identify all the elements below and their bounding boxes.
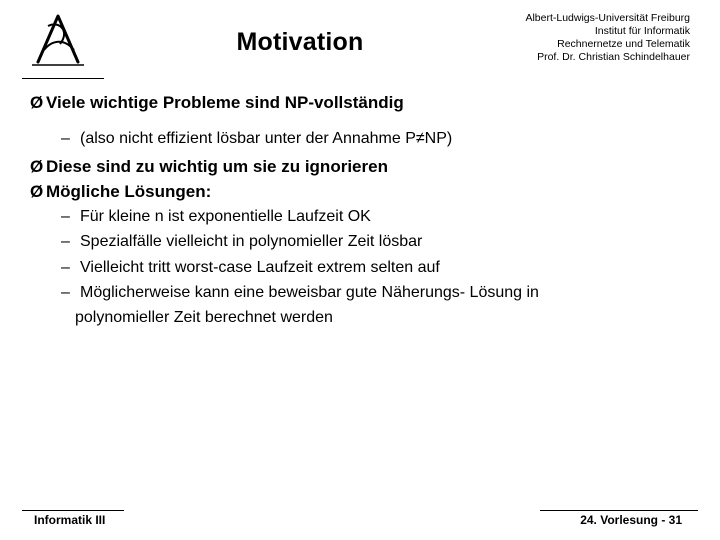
- institution-block: [430, 12, 690, 64]
- bullet-arrow-icon: Ø: [30, 93, 44, 112]
- sub-text: Für kleine n ist exponentielle Laufzeit OK: [80, 208, 371, 225]
- bullet-item: [30, 93, 404, 113]
- sub-text: Vielleicht tritt worst-case Laufzeit extrem selten auf: [80, 259, 440, 276]
- footer-left-divider: [22, 510, 124, 511]
- institution-line: Rechnernetze und Telematik: [557, 38, 690, 50]
- bullet-item: [30, 182, 211, 202]
- sub-item: [61, 233, 422, 251]
- bullet-text: Mögliche Lösungen:: [46, 182, 212, 201]
- sub-text: Möglicherweise kann eine beweisbar gute Näherungs- Lösung in: [80, 284, 539, 301]
- bullet-arrow-icon: Ø: [30, 157, 44, 176]
- footer-course: Informatik III: [34, 513, 106, 527]
- dash-marker: –: [61, 233, 70, 250]
- slide-title: Motivation: [236, 28, 364, 56]
- sub-item-continuation: [75, 309, 333, 327]
- header-divider: [22, 78, 104, 79]
- institution-line: Albert-Ludwigs-Universität Freiburg: [525, 12, 690, 24]
- dash-marker: –: [61, 130, 70, 147]
- sub-item: [61, 130, 452, 148]
- dash-marker: –: [61, 284, 70, 301]
- bullet-item: [30, 157, 388, 177]
- sub-text: polynomieller Zeit berechnet werden: [75, 309, 333, 326]
- footer-lecture-page: 24. Vorlesung - 31: [580, 513, 682, 527]
- sub-text: (also nicht effizient lösbar unter der Annahme P≠NP): [80, 130, 453, 147]
- sub-text: Spezialfälle vielleicht in polynomieller Zeit lösbar: [80, 233, 423, 250]
- sub-item: [61, 208, 371, 226]
- university-logo-icon: [30, 10, 86, 68]
- bullet-text: Viele wichtige Probleme sind NP-vollständig: [46, 93, 404, 112]
- footer-right-divider: [540, 510, 698, 511]
- bullet-text: Diese sind zu wichtig um sie zu ignorieren: [46, 157, 388, 176]
- dash-marker: –: [61, 208, 70, 225]
- institution-line: Institut für Informatik: [594, 25, 690, 37]
- bullet-arrow-icon: Ø: [30, 182, 44, 201]
- institution-line: Prof. Dr. Christian Schindelhauer: [537, 51, 690, 63]
- sub-item: [61, 259, 440, 277]
- sub-item: [61, 284, 539, 302]
- dash-marker: –: [61, 259, 70, 276]
